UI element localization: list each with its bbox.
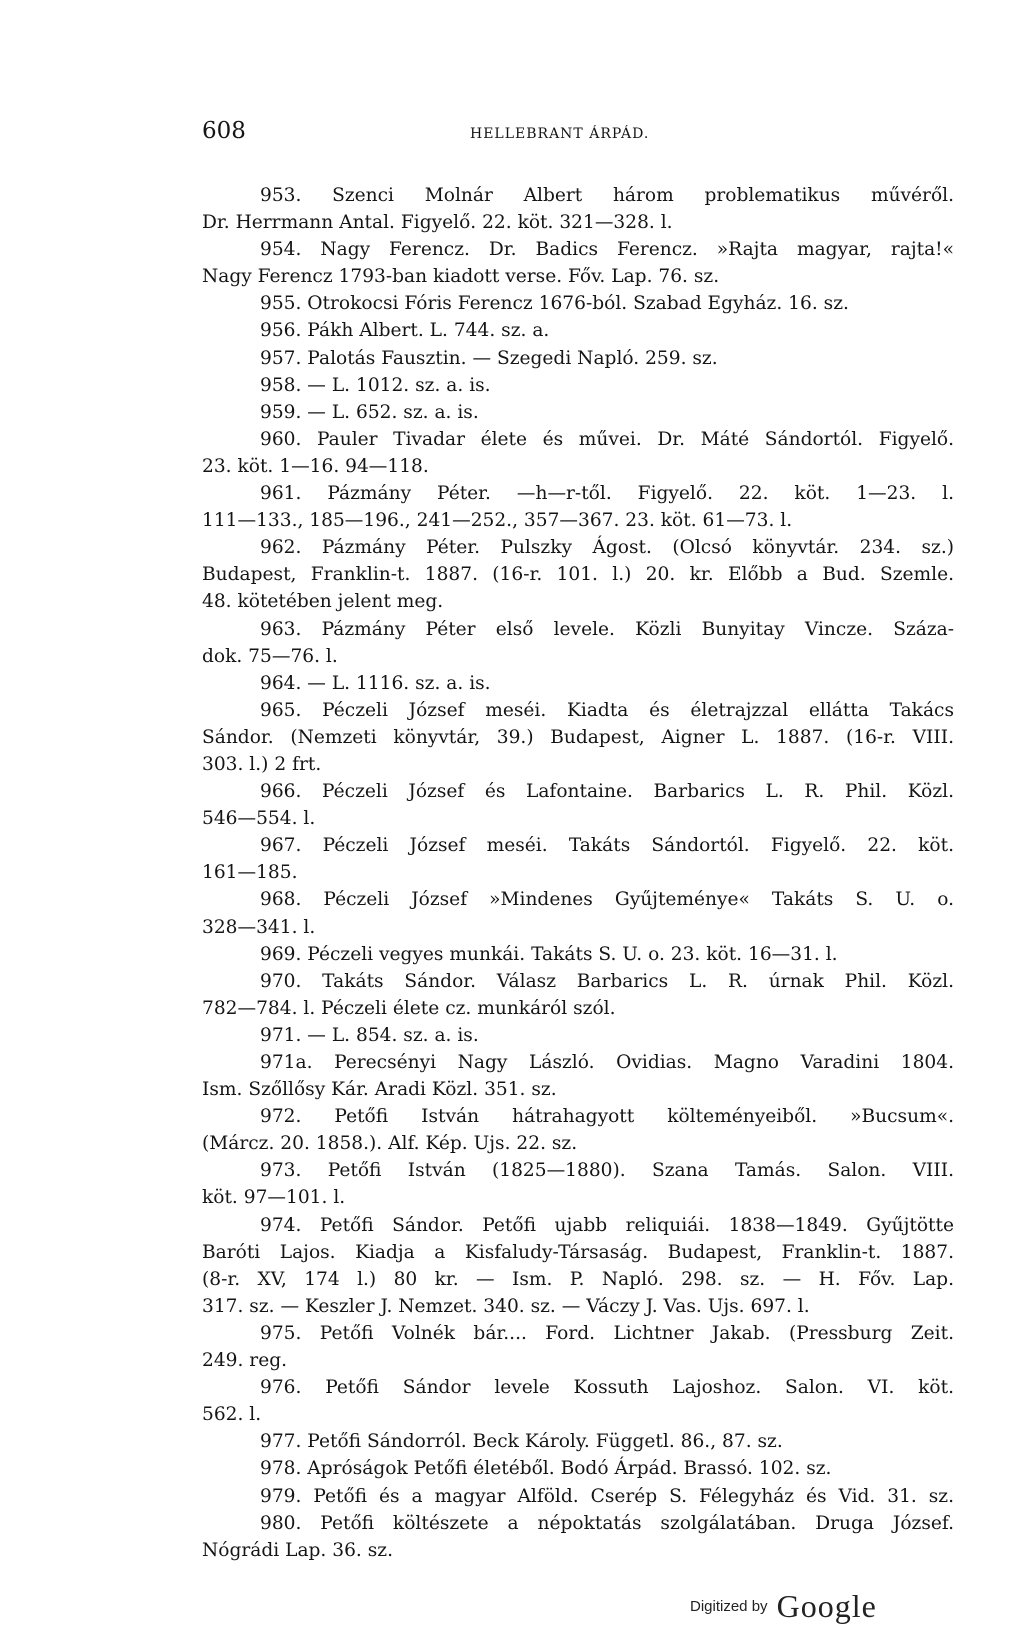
text-line: 961. Pázmány Péter. —h—r-től. Figyelő. 22. köt. 1—23. l. — [260, 483, 954, 505]
text-line: 111—133., 185—196., 241—252., 357—367. 23. köt. 61—73. l. — [202, 510, 793, 532]
text-line: 978. Apróságok Petőfi életéből. Bodó Árpád. Brassó. 102. sz. — [260, 1458, 832, 1480]
text-line: 973. Petőfi István (1825—1880). Szana Tamás. Salon. VIII. — [260, 1160, 954, 1182]
text-line: 971a. Perecsényi Nagy László. Ovidias. Magno Varadini 1804. — [260, 1052, 954, 1073]
text-line: 968. Péczeli József »Mindenes Gyűjteménye« Takáts S. U. o. — [260, 889, 954, 911]
text-line: 954. Nagy Ferencz. Dr. Badics Ferencz. »Rajta magyar, rajta!« — [260, 239, 954, 261]
text-line: Budapest, Franklin-t. 1887. (16-r. 101. l.) 20. kr. Előbb a Bud. Szemle. — [202, 564, 954, 586]
text-line: 974. Petőfi Sándor. Petőfi ujabb reliquiái. 1838—1849. Gyűjtötte — [260, 1214, 954, 1236]
text-line: 960. Pauler Tivadar élete és művei. Dr. Máté Sándortól. Figyelő. — [260, 428, 954, 450]
text-line: 48. kötetében jelent meg. — [202, 591, 444, 613]
text-line: (Márcz. 20. 1858.). Alf. Kép. Ujs. 22. sz. — [202, 1133, 578, 1155]
text-line: 546—554. l. — [202, 808, 316, 830]
text-line: 971. — L. 854. sz. a. is. — [260, 1024, 479, 1046]
page-number: 608 — [202, 118, 246, 144]
text-line: 976. Petőfi Sándor levele Kossuth Lajoshoz. Salon. VI. köt. — [260, 1377, 954, 1399]
text-line: Dr. Herrmann Antal. Figyelő. 22. köt. 321—328. l. — [202, 212, 673, 234]
text-line: 967. Péczeli József meséi. Takáts Sándortól. Figyelő. 22. köt. — [260, 835, 954, 857]
text-line: 964. — L. 1116. sz. a. is. — [260, 672, 491, 694]
text-line: 23. köt. 1—16. 94—118. — [202, 455, 429, 477]
digitized-label: Digitized by — [690, 1598, 768, 1615]
text-line: 969. Péczeli vegyes munkái. Takáts S. U. o. 23. köt. 16—31. l. — [260, 943, 838, 965]
text-line: 562. l. — [202, 1404, 262, 1426]
text-line: 317. sz. — Keszler J. Nemzet. 340. sz. — Váczy J. Vas. Ujs. 697. l. — [202, 1295, 810, 1317]
text-line: 953. Szenci Molnár Albert három problematikus művéről. — [260, 185, 954, 206]
text-line: 977. Petőfi Sándorról. Beck Károly. Függetl. 86., 87. sz. — [260, 1431, 783, 1453]
text-line: Baróti Lajos. Kiadja a Kisfaludy-Társaság. Budapest, Franklin-t. 1887. — [202, 1241, 954, 1263]
text-line: Nagy Ferencz 1793-ban kiadott verse. Főv. Lap. 76. sz. — [202, 266, 720, 288]
text-line: 303. l.) 2 frt. — [202, 753, 322, 775]
google-logo: Google — [776, 1588, 877, 1624]
digitized-by-watermark — [690, 1588, 990, 1628]
text-line: 161—185. — [202, 862, 298, 884]
text-line: 782—784. l. Péczeli élete cz. munkáról szól. — [202, 997, 616, 1019]
text-line: 328—341. l. — [202, 916, 316, 938]
text-line: 957. Palotás Fausztin. — Szegedi Napló. 259. sz. — [260, 347, 718, 369]
text-line: 956. Pákh Albert. L. 744. sz. a. — [260, 320, 550, 342]
text-line: (8-r. XV, 174 l.) 80 kr. — Ism. P. Napló. 298. sz. — H. Főv. Lap. — [202, 1268, 954, 1290]
text-line: 965. Péczeli József meséi. Kiadta és életrajzzal ellátta Takács — [260, 699, 954, 721]
text-line: Sándor. (Nemzeti könyvtár, 39.) Budapest, Aigner L. 1887. (16-r. VIII. — [202, 726, 954, 748]
page-header — [202, 118, 962, 158]
text-line: 958. — L. 1012. sz. a. is. — [260, 374, 491, 396]
text-line: 970. Takáts Sándor. Válasz Barbarics L. R. úrnak Phil. Közl. — [260, 970, 954, 992]
text-line: 249. reg. — [202, 1350, 288, 1372]
text-line: Ism. Szőllősy Kár. Aradi Közl. 351. sz. — [202, 1079, 557, 1101]
text-line: 972. Petőfi István hátrahagyott költeményeiből. »Bucsum«. — [260, 1106, 954, 1128]
text-line: köt. 97—101. l. — [202, 1187, 346, 1209]
text-line: 975. Petőfi Volnék bár.... Ford. Lichtner Jakab. (Pressburg Zeit. — [260, 1322, 954, 1344]
text-line: 979. Petőfi és a magyar Alföld. Cserép S. Félegyház és Vid. 31. sz. — [260, 1485, 954, 1507]
text-line: 980. Petőfi költészete a népoktatás szolgálatában. Druga József. — [260, 1512, 954, 1534]
text-line: 955. Otrokocsi Fóris Ferencz 1676-ból. Szabad Egyház. 16. sz. — [260, 293, 849, 315]
text-line: 963. Pázmány Péter első levele. Közli Bunyitay Vincze. Száza- — [260, 618, 954, 640]
text-line: dok. 75—76. l. — [202, 645, 338, 667]
text-line: 966. Péczeli József és Lafontaine. Barbarics L. R. Phil. Közl. — [260, 781, 954, 803]
text-line: Nógrádi Lap. 36. sz. — [202, 1539, 393, 1561]
running-title: HELLEBRANT ÁRPÁD. — [470, 126, 650, 142]
text-line: 959. — L. 652. sz. a. is. — [260, 401, 479, 423]
bibliography-entries — [202, 182, 954, 1564]
text-line: 962. Pázmány Péter. Pulszky Ágost. (Olcsó könyvtár. 234. sz.) — [260, 537, 954, 559]
